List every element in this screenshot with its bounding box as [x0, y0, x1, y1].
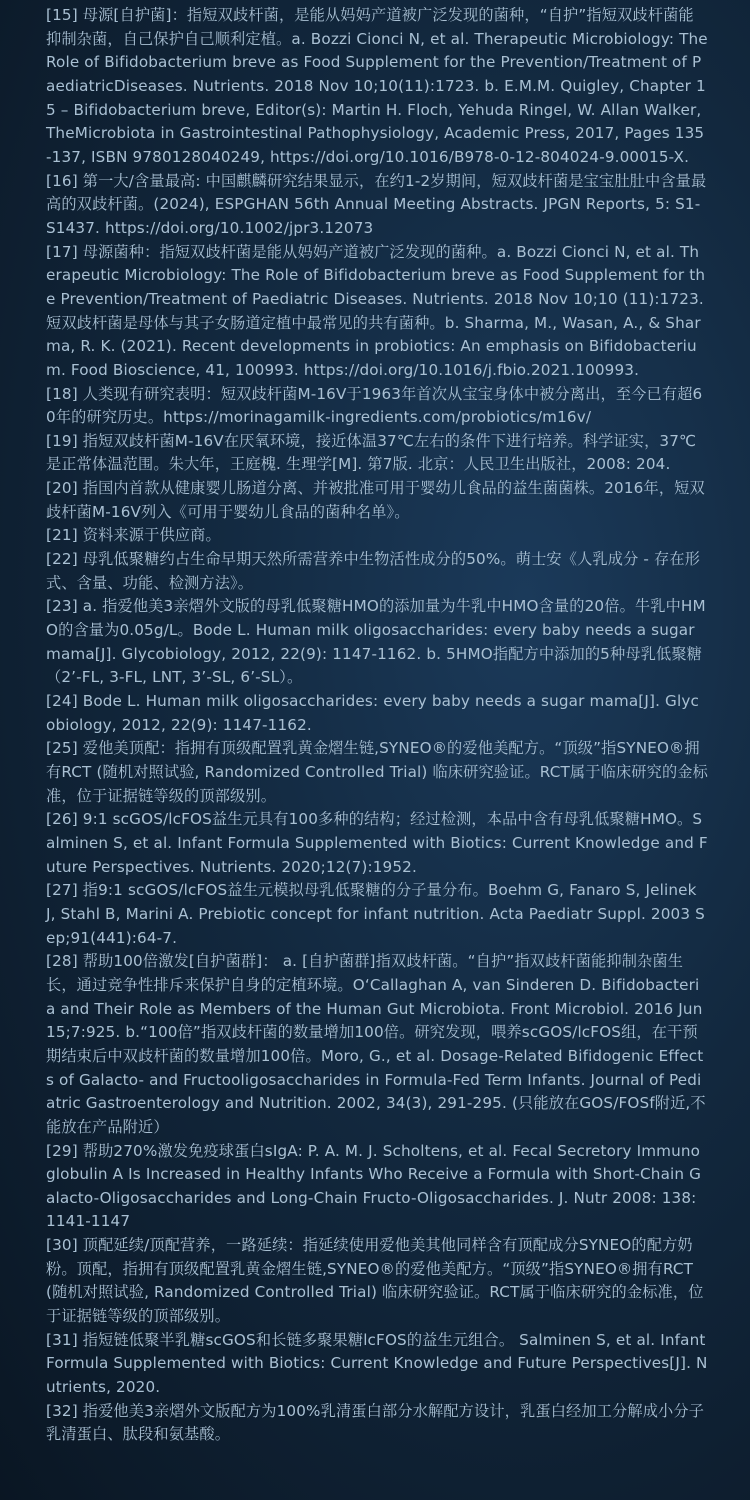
- reference-22: [22] 母乳低聚糖约占生命早期天然所需营养中生物活性成分的50%。萌士安《人乳成分 - 存在形式、含量、功能、检测方法》。: [46, 550, 701, 592]
- reference-28: [28] 帮助100倍激发[自护菌群]： a. [自护菌群]指双歧杆菌。“自护”指双歧杆菌能抑制杂菌生长，通过竞争性排斥来保护自身的定植环境。O‘Callaghan A, van Sinderen D. Bifidobacteria and Their Role as Members of the Human Gut Microbiota. Front Microbiol. 2016 Jun 15;7:925. b.“100倍”指双歧杆菌的数量增加100倍。研究发现，喂养scGOS/lcFOS组，在干预期结束后中双歧杆菌的数量增加100倍。Moro, G., et al. Dosage-Related Bifidogenic Effects of Galacto- and Fructooligosaccharides in Formula-Fed Term Infants. Journal of Pediatric Gastroenterology and Nutrition. 2002, 34(3), 291-295. (只能放在GOS/FOSf附近,不能放在产品附近）: [46, 952, 706, 1136]
- reference-27: [27] 指9:1 scGOS/lcFOS益生元模拟母乳低聚糖的分子量分布。Boehm G, Fanaro S, Jelinek J, Stahl B, Marini A. Prebiotic concept for infant nutrition. Acta Paediatr Suppl. 2003 Sep;91(441):64-7.: [46, 881, 705, 947]
- reference-23: [23] a. 指爱他美3亲熠外文版的母乳低聚糖HMO的添加量为牛乳中HMO含量的20倍。牛乳中HMO的含量为0.05g/L。Bode L. Human milk oligosaccharides: every baby needs a sugar mama[J]. Glycobiology, 2012, 22(9): 1147-1162. b. 5HMO指配方中添加的5种母乳低聚糖（2’-FL, 3-FL, LNT, 3’-SL, 6’-SL）。: [46, 597, 706, 687]
- reference-24: [24] Bode L. Human milk oligosaccharides: every baby needs a sugar mama[J]. Glycobiology, 2012, 22(9): 1147-1162.: [46, 692, 699, 734]
- reference-17: [17] 母源菌种：指短双歧杆菌是能从妈妈产道被广泛发现的菌种。a. Bozzi Cionci N, et al. Therapeutic Microbiology: The Role of Bifidobacterium breve as Food Supplement for the Prevention/Treatment of Paediatric Diseases. Nutrients. 2018 Nov 10;10 (11):1723. 短双歧杆菌是母体与其子女肠道定植中最常见的共有菌种。b. Sharma, M., Wasan, A., & Sharma, R. K. (2021). Recent developments in probiotics: An emphasis on Bifidobacterium. Food Bioscience, 41, 100993. https://doi.org/10.1016/j.fbio.2021.100993.: [46, 242, 706, 379]
- reference-18: [18] 人类现有研究表明：短双歧杆菌M-16V于1963年首次从宝宝身体中被分离出，至今已有超60年的研究历史。https://morinagamilk-ingredients.com/probiotics/m16v/: [46, 384, 703, 427]
- reference-20: [20] 指国内首款从健康婴儿肠道分离、并被批准可用于婴幼儿食品的益生菌菌株。2016年，短双歧杆菌M-16V列入《可用于婴幼儿食品的菌种名单》。: [46, 479, 705, 521]
- reference-31: [31] 指短链低聚半乳糖scGOS和长链多聚果糖lcFOS的益生元组合。 Salminen S, et al. Infant Formula Supplemented with Biotics: Current Knowledge and Future Perspectives[J]. Nutrients, 2020.: [46, 1330, 708, 1397]
- reference-19: [19] 指短双歧杆菌M-16V在厌氧环境，接近体温37℃左右的条件下进行培养。科学证实，37℃是正常体温范围。朱大年，王庭槐. 生理学[M]. 第7版. 北京：人民卫生出版社，2008: 204.: [46, 431, 697, 474]
- reference-32: [32] 指爱他美3亲熠外文版配方为100%乳清蛋白部分水解配方设计，乳蛋白经加工分解成小分子乳清蛋白、肽段和氨基酸。: [46, 1401, 705, 1444]
- reference-26: [26] 9:1 scGOS/lcFOS益生元具有100多种的结构；经过检测，本品中含有母乳低聚糖HMO。Salminen S, et al. Infant Formula Supplemented with Biotics: Current Knowledge and Future Perspectives. Nutrients. 2020;12(7):1952.: [46, 810, 708, 876]
- reference-list: [46, 4, 708, 1447]
- reference-15: [15] 母源[自护菌]：指短双歧杆菌，是能从妈妈产道被广泛发现的菌种，“自护”指短双歧杆菌能抑制杂菌，自己保护自己顺利定植。a. Bozzi Cionci N, et al. Therapeutic Microbiology: The Role of Bifidobacterium breve as Food Supplement for the Prevention/Treatment of PaediatricDiseases. Nutrients. 2018 Nov 10;10(11):1723. b. E.M.M. Quigley, Chapter 15 – Bifidobacterium breve, Editor(s): Martin H. Floch, Yehuda Ringel, W. Allan Walker,TheMicrobiota in Gastrointestinal Pathophysiology, Academic Press, 2017, Pages 135-137, ISBN 9780128040249, https://doi.org/10.1016/B978-0-12-804024-9.00015-X.: [46, 6, 708, 166]
- reference-16: [16] 第一大/含量最高: 中国麒麟研究结果显示，在约1-2岁期间，短双歧杆菌是宝宝肚肚中含量最高的双歧杆菌。(2024), ESPGHAN 56th Annual Meeting Abstracts. JPGN Reports, 5: S1-S1437. https://doi.org/10.1002/jpr3.12073: [46, 171, 707, 237]
- reference-29: [29] 帮助270%激发免疫球蛋白sIgA: P. A. M. J. Scholtens, et al. Fecal Secretory Immunoglobulin A Is Increased in Healthy Infants Who Receive a Formula with Short-Chain Galacto-Oligosaccharides and Long-Chain Fructo-Oligosaccharides. J. Nutr 2008: 138: 1141-1147: [46, 1141, 702, 1231]
- reference-21: [21] 资料来源于供应商。: [46, 526, 221, 545]
- reference-25: [25] 爱他美顶配：指拥有顶级配置乳黄金熠生链,SYNEO®的爱他美配方。“顶级”指SYNEO®拥有RCT (随机对照试验, Randomized Controlled Trial) 临床研究验证。RCT属于临床研究的金标准，位于证据链等级的顶部级别。: [46, 739, 708, 805]
- reference-30: [30] 顶配延续/顶配营养，一路延续：指延续使用爱他美其他同样含有顶配成分SYNEO的配方奶粉。顶配，指拥有顶级配置乳黄金熠生链,SYNEO®的爱他美配方。“顶级”指SYNEO®拥有RCT (随机对照试验, Randomized Controlled Trial) 临床研究验证。RCT属于临床研究的金标准，位于证据链等级的顶部级别。: [46, 1236, 704, 1326]
